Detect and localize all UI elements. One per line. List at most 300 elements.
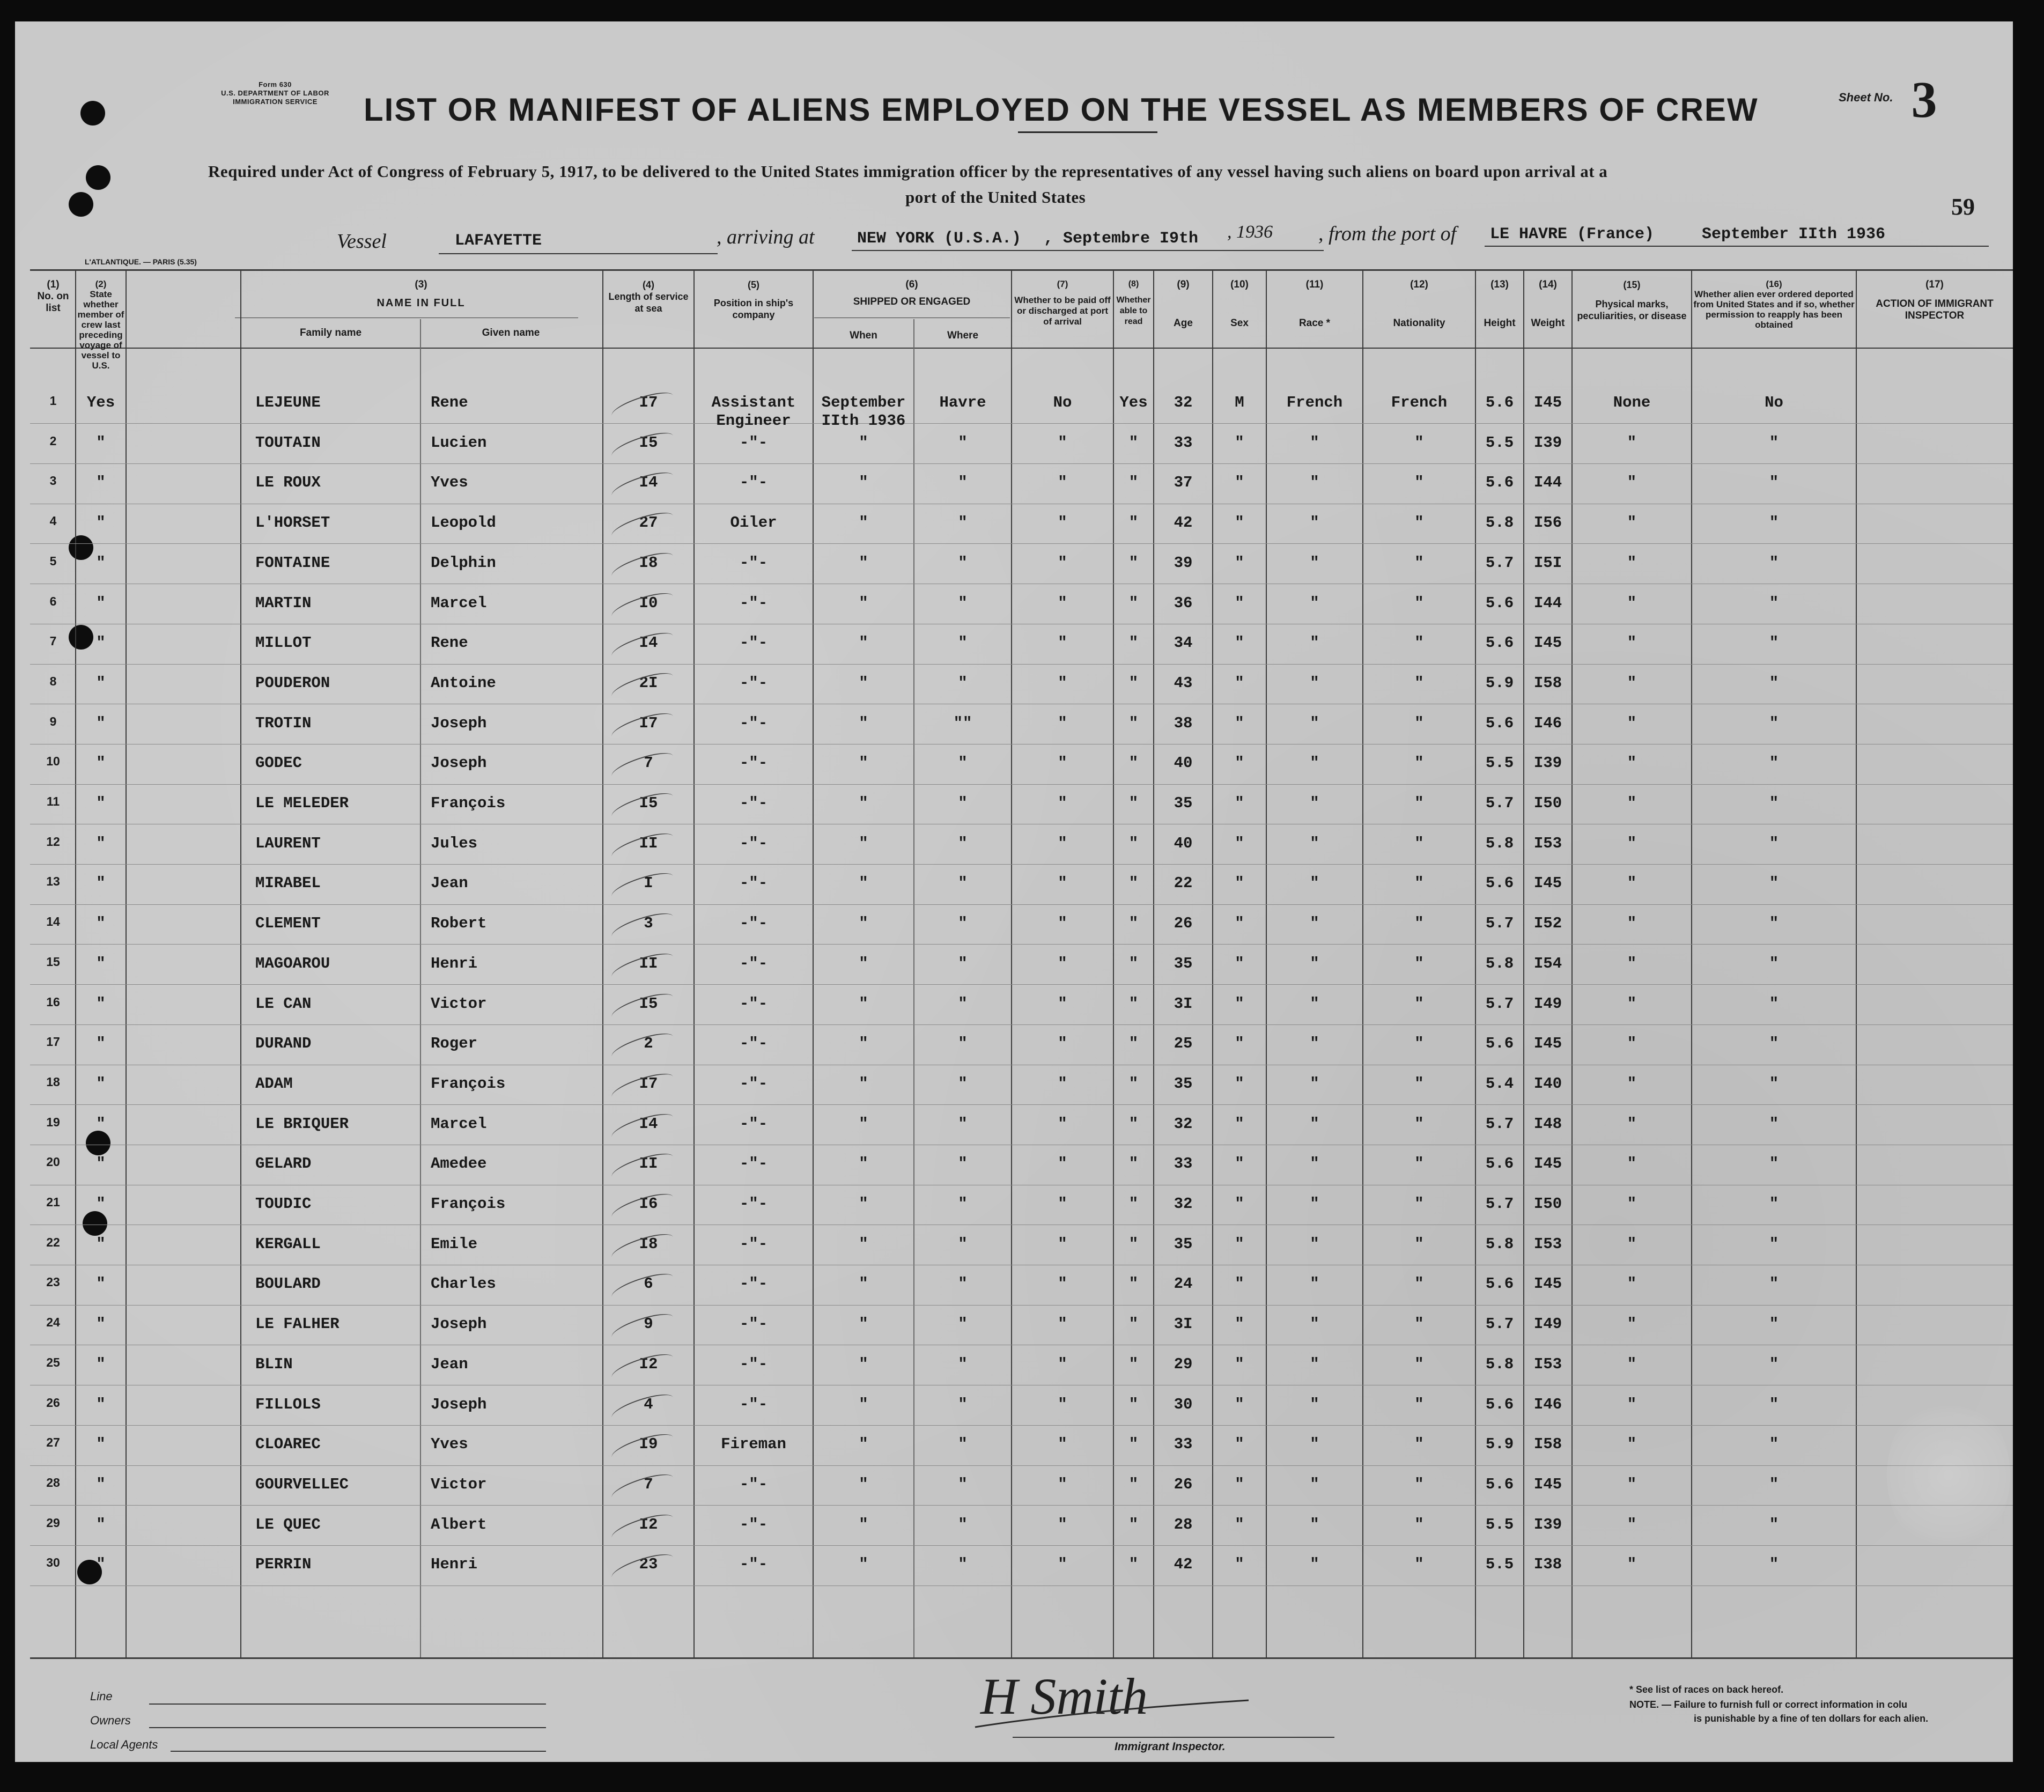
cell-given: Roger <box>431 1035 478 1052</box>
cell-prev: " <box>96 1555 106 1573</box>
cell-position: -"- <box>739 1476 768 1493</box>
cell-no: 8 <box>49 674 57 688</box>
row-rule <box>30 1545 2013 1546</box>
cell-marks: " <box>1627 1476 1637 1493</box>
cell-deported: " <box>1769 915 1779 932</box>
cell-prev: " <box>96 1315 106 1333</box>
row-rule <box>30 664 2013 665</box>
cell-sex: " <box>1235 1275 1244 1293</box>
cell-paid: " <box>1058 1435 1067 1453</box>
cell-paid: " <box>1058 1035 1067 1052</box>
cell-when: " <box>859 1115 868 1133</box>
cell-age: 24 <box>1174 1275 1193 1293</box>
cell-where: " <box>958 1235 968 1253</box>
department-name: U.S. DEPARTMENT OF LABOR <box>221 89 329 97</box>
cell-paid: " <box>1058 634 1067 652</box>
cell-service: I7 <box>639 394 658 411</box>
header-when: When <box>850 330 877 341</box>
cell-weight: I48 <box>1533 1115 1562 1133</box>
service-name: IMMIGRATION SERVICE <box>233 98 318 106</box>
manifest-subtitle-line1: Required under Act of Congress of February 5, 1917, to be delivered to the United States immigration officer by the representatives of any vessel having such aliens on board upon arrival at a <box>208 162 1608 181</box>
cell-when-line2: IIth 1936 <box>821 412 906 430</box>
cell-prev: " <box>96 1115 106 1133</box>
cell-race: French <box>1286 394 1343 411</box>
cell-family: GELARD <box>255 1155 312 1172</box>
cell-sex: " <box>1235 594 1244 612</box>
cell-paid: " <box>1058 474 1067 491</box>
line-underline <box>149 1703 546 1705</box>
cell-deported: " <box>1769 1396 1779 1413</box>
cell-sex: " <box>1235 1315 1244 1333</box>
cell-nat: " <box>1414 1555 1424 1573</box>
cell-read: " <box>1128 674 1139 692</box>
cell-read: " <box>1128 514 1139 532</box>
cell-read: " <box>1128 835 1139 852</box>
cell-height: 5.4 <box>1485 1075 1514 1093</box>
cell-weight: I50 <box>1533 794 1562 812</box>
cell-paid: " <box>1058 995 1067 1013</box>
cell-read: " <box>1128 794 1139 812</box>
header-col-1: (1) No. on list <box>37 279 69 314</box>
cell-no: 21 <box>46 1195 60 1209</box>
cell-position: -"- <box>739 554 768 572</box>
cell-position: -"- <box>739 714 768 732</box>
cell-nat: " <box>1414 995 1424 1013</box>
cell-deported: " <box>1769 714 1779 732</box>
cell-family: MARTIN <box>255 594 312 612</box>
cell-where: " <box>958 1555 968 1573</box>
cell-read: " <box>1128 1516 1139 1533</box>
owners-label: Owners <box>90 1714 131 1727</box>
cell-height: 5.7 <box>1485 995 1514 1013</box>
cell-prev: " <box>96 754 106 772</box>
cell-prev: " <box>96 915 106 932</box>
cell-given: François <box>431 1075 506 1093</box>
cell-race: " <box>1310 514 1319 532</box>
cell-nat: " <box>1414 915 1424 932</box>
cell-nat: " <box>1414 674 1424 692</box>
fine-note <box>1629 1699 1907 1710</box>
cell-height: 5.6 <box>1485 1035 1514 1052</box>
cell-sex: " <box>1235 1396 1244 1413</box>
cell-service: 2 <box>644 1035 653 1052</box>
cell-sex: " <box>1235 1195 1244 1213</box>
cell-paid: " <box>1058 1235 1067 1253</box>
cell-marks: " <box>1627 1235 1637 1253</box>
cell-where: " <box>958 1275 968 1293</box>
cell-prev: " <box>96 995 106 1013</box>
cell-marks: " <box>1627 1115 1637 1133</box>
cell-read: " <box>1128 995 1139 1013</box>
cell-no: 7 <box>49 634 57 648</box>
cell-read: " <box>1128 474 1139 491</box>
cell-where: " <box>958 835 968 852</box>
cell-no: 19 <box>46 1115 60 1129</box>
cell-prev: " <box>96 1195 106 1213</box>
cell-position: -"- <box>739 1115 768 1133</box>
cell-prev: " <box>96 1435 106 1453</box>
cell-prev: " <box>96 955 106 972</box>
cell-given: Yves <box>431 474 468 491</box>
cell-weight: I49 <box>1533 995 1562 1013</box>
cell-marks: " <box>1627 1355 1637 1373</box>
cell-marks: " <box>1627 1155 1637 1172</box>
note-text: — Failure to furnish full or correct information in colu <box>1662 1699 1908 1710</box>
cell-nat: " <box>1414 714 1424 732</box>
row-rule <box>30 864 2013 865</box>
row-rule <box>30 944 2013 945</box>
cell-where: " <box>958 794 968 812</box>
cell-race: " <box>1310 634 1319 652</box>
cell-where: " <box>958 915 968 932</box>
cell-service: I <box>644 874 653 892</box>
cell-weight: I50 <box>1533 1195 1562 1213</box>
cell-read: " <box>1128 1035 1139 1052</box>
cell-race: " <box>1310 674 1319 692</box>
cell-weight: I44 <box>1533 474 1562 491</box>
cell-position-line2: Engineer <box>716 412 791 430</box>
cell-prev: " <box>96 1476 106 1493</box>
cell-marks: " <box>1627 1516 1637 1533</box>
row-rule <box>30 904 2013 905</box>
cell-given: Lucien <box>431 434 487 452</box>
cell-race: " <box>1310 594 1319 612</box>
cell-deported: " <box>1769 794 1779 812</box>
cell-where: " <box>958 594 968 612</box>
cell-age: 42 <box>1174 1555 1193 1573</box>
cell-height: 5.8 <box>1485 1355 1514 1373</box>
cell-no: 30 <box>46 1555 60 1569</box>
from-port: LE HAVRE (France) <box>1490 225 1655 244</box>
cell-given: Yves <box>431 1435 468 1453</box>
cell-service: 3 <box>644 915 653 932</box>
cell-height: 5.7 <box>1485 1195 1514 1213</box>
row-rule <box>30 1024 2013 1025</box>
cell-height: 5.6 <box>1485 474 1514 491</box>
cell-no: 10 <box>46 754 60 768</box>
cell-prev: " <box>96 1035 106 1052</box>
cell-paid: " <box>1058 754 1067 772</box>
cell-given: Rene <box>431 634 468 652</box>
cell-weight: I56 <box>1533 514 1562 532</box>
header-given-name: Given name <box>482 327 540 338</box>
cell-weight: I44 <box>1533 594 1562 612</box>
cell-deported: " <box>1769 1155 1779 1172</box>
cell-age: 25 <box>1174 1035 1193 1052</box>
row-rule <box>30 1505 2013 1506</box>
cell-service: I0 <box>639 594 658 612</box>
cell-prev: " <box>96 554 106 572</box>
cell-deported: " <box>1769 1476 1779 1493</box>
cell-race: " <box>1310 1435 1319 1453</box>
cell-marks: " <box>1627 794 1637 812</box>
cell-marks: " <box>1627 434 1637 452</box>
cell-height: 5.9 <box>1485 1435 1514 1453</box>
cell-when: September <box>821 394 906 411</box>
cell-paid: " <box>1058 794 1067 812</box>
cell-height: 5.6 <box>1485 1275 1514 1293</box>
fine-note-line2: is punishable by a fine of ten dollars for each alien. <box>1694 1713 1929 1724</box>
cell-paid: " <box>1058 835 1067 852</box>
cell-age: 35 <box>1174 1235 1193 1253</box>
cell-prev: Yes <box>86 394 115 411</box>
cell-deported: No <box>1765 394 1783 411</box>
cell-when: " <box>859 474 868 491</box>
cell-position: -"- <box>739 754 768 772</box>
cell-age: 37 <box>1174 474 1193 491</box>
cell-race: " <box>1310 1396 1319 1413</box>
cell-nat: " <box>1414 554 1424 572</box>
cell-when: " <box>859 1195 868 1213</box>
cell-race: " <box>1310 474 1319 491</box>
cell-paid: No <box>1053 394 1072 411</box>
cell-read: " <box>1128 714 1139 732</box>
cell-deported: " <box>1769 955 1779 972</box>
cell-prev: " <box>96 1516 106 1533</box>
cell-read: " <box>1128 1435 1139 1453</box>
cell-when: " <box>859 554 868 572</box>
cell-age: 33 <box>1174 1155 1193 1172</box>
cell-no: 9 <box>49 714 57 728</box>
cell-sex: " <box>1235 1516 1244 1533</box>
cell-nat: " <box>1414 1195 1424 1213</box>
cell-service: I9 <box>639 1435 658 1453</box>
cell-deported: " <box>1769 1355 1779 1373</box>
cell-race: " <box>1310 1115 1319 1133</box>
cell-height: 5.8 <box>1485 955 1514 972</box>
cell-no: 5 <box>49 554 57 568</box>
cell-family: LE BRIQUER <box>255 1115 349 1133</box>
cell-marks: " <box>1627 1195 1637 1213</box>
cell-given: Jean <box>431 874 468 892</box>
cell-when: " <box>859 754 868 772</box>
cell-family: ADAM <box>255 1075 293 1093</box>
embossed-seal <box>1887 1395 2010 1555</box>
cell-deported: " <box>1769 995 1779 1013</box>
cell-where: " <box>958 874 968 892</box>
cell-position: Assistant <box>711 394 796 411</box>
manifest-subtitle-line2: port of the United States <box>905 188 1086 207</box>
cell-given: Henri <box>431 1555 478 1573</box>
cell-height: 5.6 <box>1485 1396 1514 1413</box>
header-col-3: (3) NAME IN FULL <box>377 279 466 309</box>
cell-sex: " <box>1235 1035 1244 1052</box>
table-top-border <box>30 269 2013 271</box>
cell-height: 5.7 <box>1485 915 1514 932</box>
cell-family: CLOAREC <box>255 1435 321 1453</box>
cell-race: " <box>1310 955 1319 972</box>
cell-position: -"- <box>739 674 768 692</box>
cell-height: 5.5 <box>1485 1516 1514 1533</box>
table-header-bottom <box>30 348 2013 349</box>
cell-age: 32 <box>1174 394 1193 411</box>
cell-service: II <box>639 955 658 972</box>
cell-age: 28 <box>1174 1516 1193 1533</box>
cell-weight: I53 <box>1533 835 1562 852</box>
cell-sex: " <box>1235 1435 1244 1453</box>
cell-height: 5.9 <box>1485 674 1514 692</box>
cell-weight: I54 <box>1533 955 1562 972</box>
cell-marks: " <box>1627 1435 1637 1453</box>
cell-race: " <box>1310 434 1319 452</box>
cell-when: " <box>859 1435 868 1453</box>
cell-family: POUDERON <box>255 674 330 692</box>
cell-age: 22 <box>1174 874 1193 892</box>
cell-sex: " <box>1235 1355 1244 1373</box>
cell-sex: " <box>1235 754 1244 772</box>
manifest-sheet <box>15 21 2013 1762</box>
cell-race: " <box>1310 714 1319 732</box>
cell-nat: " <box>1414 1516 1424 1533</box>
cell-marks: " <box>1627 474 1637 491</box>
cell-race: " <box>1310 554 1319 572</box>
header-col-10: (10) Sex <box>1230 279 1249 329</box>
cell-sex: " <box>1235 835 1244 852</box>
cell-where: " <box>958 955 968 972</box>
cell-prev: " <box>96 674 106 692</box>
cell-no: 24 <box>46 1315 60 1329</box>
cell-service: 27 <box>639 514 658 532</box>
cell-weight: I45 <box>1533 1476 1562 1493</box>
inspector-underline <box>1013 1737 1334 1738</box>
cell-weight: I45 <box>1533 634 1562 652</box>
header-where: Where <box>947 330 979 341</box>
sheet-label: Sheet No. <box>1839 91 1893 105</box>
cell-sex: " <box>1235 1155 1244 1172</box>
cell-marks: " <box>1627 1315 1637 1333</box>
cell-age: 33 <box>1174 1435 1193 1453</box>
cell-given: Amedee <box>431 1155 487 1172</box>
cell-weight: I39 <box>1533 1516 1562 1533</box>
cell-given: Marcel <box>431 594 487 612</box>
cell-age: 35 <box>1174 1075 1193 1093</box>
header-col-12: (12) Nationality <box>1393 279 1445 329</box>
cell-service: I8 <box>639 554 658 572</box>
cell-height: 5.8 <box>1485 835 1514 852</box>
cell-position: -"- <box>739 1035 768 1052</box>
cell-where: " <box>958 1075 968 1093</box>
cell-read: " <box>1128 1155 1139 1172</box>
cell-marks: " <box>1627 514 1637 532</box>
cell-where: " <box>958 1516 968 1533</box>
cell-family: GOURVELLEC <box>255 1476 349 1493</box>
cell-paid: " <box>1058 955 1067 972</box>
cell-race: " <box>1310 1355 1319 1373</box>
cell-when: " <box>859 874 868 892</box>
cell-marks: " <box>1627 1275 1637 1293</box>
cell-position: -"- <box>739 955 768 972</box>
cell-race: " <box>1310 915 1319 932</box>
cell-sex: " <box>1235 714 1244 732</box>
header-col-6: (6) SHIPPED OR ENGAGED <box>853 279 971 307</box>
cell-age: 3I <box>1174 1315 1193 1333</box>
header-col-14: (14) Weight <box>1531 279 1565 329</box>
cell-paid: " <box>1058 594 1067 612</box>
cell-weight: I5I <box>1533 554 1562 572</box>
cell-when: " <box>859 1476 868 1493</box>
cell-paid: " <box>1058 1315 1067 1333</box>
cell-weight: I39 <box>1533 754 1562 772</box>
cell-family: TROTIN <box>255 714 312 732</box>
cell-given: Joseph <box>431 754 487 772</box>
cell-deported: " <box>1769 1516 1779 1533</box>
cell-when: " <box>859 594 868 612</box>
cell-service: I2 <box>639 1355 658 1373</box>
cell-when: " <box>859 1516 868 1533</box>
cell-race: " <box>1310 1235 1319 1253</box>
table-bottom-border <box>30 1657 2013 1659</box>
cell-age: 32 <box>1174 1195 1193 1213</box>
cell-height: 5.8 <box>1485 514 1514 532</box>
cell-position: -"- <box>739 1075 768 1093</box>
cell-prev: " <box>96 714 106 732</box>
cell-where: " <box>958 1035 968 1052</box>
cell-when: " <box>859 1155 868 1172</box>
form-number: Form 630 <box>259 80 292 89</box>
cell-paid: " <box>1058 1516 1067 1533</box>
arriving-label: , arriving at <box>717 226 815 248</box>
header-col-11: (11) Race * <box>1298 279 1331 329</box>
cell-no: 29 <box>46 1516 60 1530</box>
cell-when: " <box>859 674 868 692</box>
cell-service: I7 <box>639 714 658 732</box>
cell-position: -"- <box>739 1516 768 1533</box>
cell-height: 5.6 <box>1485 874 1514 892</box>
row-rule <box>30 423 2013 424</box>
cell-nat: " <box>1414 1476 1424 1493</box>
cell-where: " <box>958 1315 968 1333</box>
cell-prev: " <box>96 474 106 491</box>
col-sep <box>240 269 241 1657</box>
cell-no: 13 <box>46 874 60 888</box>
cell-marks: " <box>1627 874 1637 892</box>
cell-deported: " <box>1769 1235 1779 1253</box>
cell-nat: " <box>1414 1075 1424 1093</box>
cell-deported: " <box>1769 874 1779 892</box>
cell-age: 40 <box>1174 835 1193 852</box>
cell-given: François <box>431 794 506 812</box>
cell-race: " <box>1310 1555 1319 1573</box>
cell-given: Charles <box>431 1275 496 1293</box>
cell-paid: " <box>1058 514 1067 532</box>
cell-family: LE MELEDER <box>255 794 349 812</box>
cell-race: " <box>1310 1155 1319 1172</box>
cell-service: I4 <box>639 1115 658 1133</box>
cell-no: 6 <box>49 594 57 608</box>
cell-position: -"- <box>739 1355 768 1373</box>
cell-no: 18 <box>46 1075 60 1089</box>
col-sep <box>1856 269 1857 1657</box>
cell-no: 20 <box>46 1155 60 1169</box>
vessel-label: Vessel <box>337 230 387 253</box>
cell-service: I5 <box>639 995 658 1013</box>
cell-position: -"- <box>739 1396 768 1413</box>
cell-prev: " <box>96 434 106 452</box>
cell-height: 5.6 <box>1485 714 1514 732</box>
cell-height: 5.6 <box>1485 1476 1514 1493</box>
note-label: NOTE. <box>1629 1699 1659 1710</box>
cell-age: 32 <box>1174 1115 1193 1133</box>
cell-service: II <box>639 835 658 852</box>
cell-read: " <box>1128 1075 1139 1093</box>
cell-read: " <box>1128 554 1139 572</box>
cell-family: L'HORSET <box>255 514 330 532</box>
cell-where: " <box>958 434 968 452</box>
cell-no: 12 <box>46 835 60 849</box>
header-col-13: (13) Height <box>1484 279 1516 329</box>
cell-no: 11 <box>46 794 60 808</box>
cell-family: LE FALHER <box>255 1315 340 1333</box>
